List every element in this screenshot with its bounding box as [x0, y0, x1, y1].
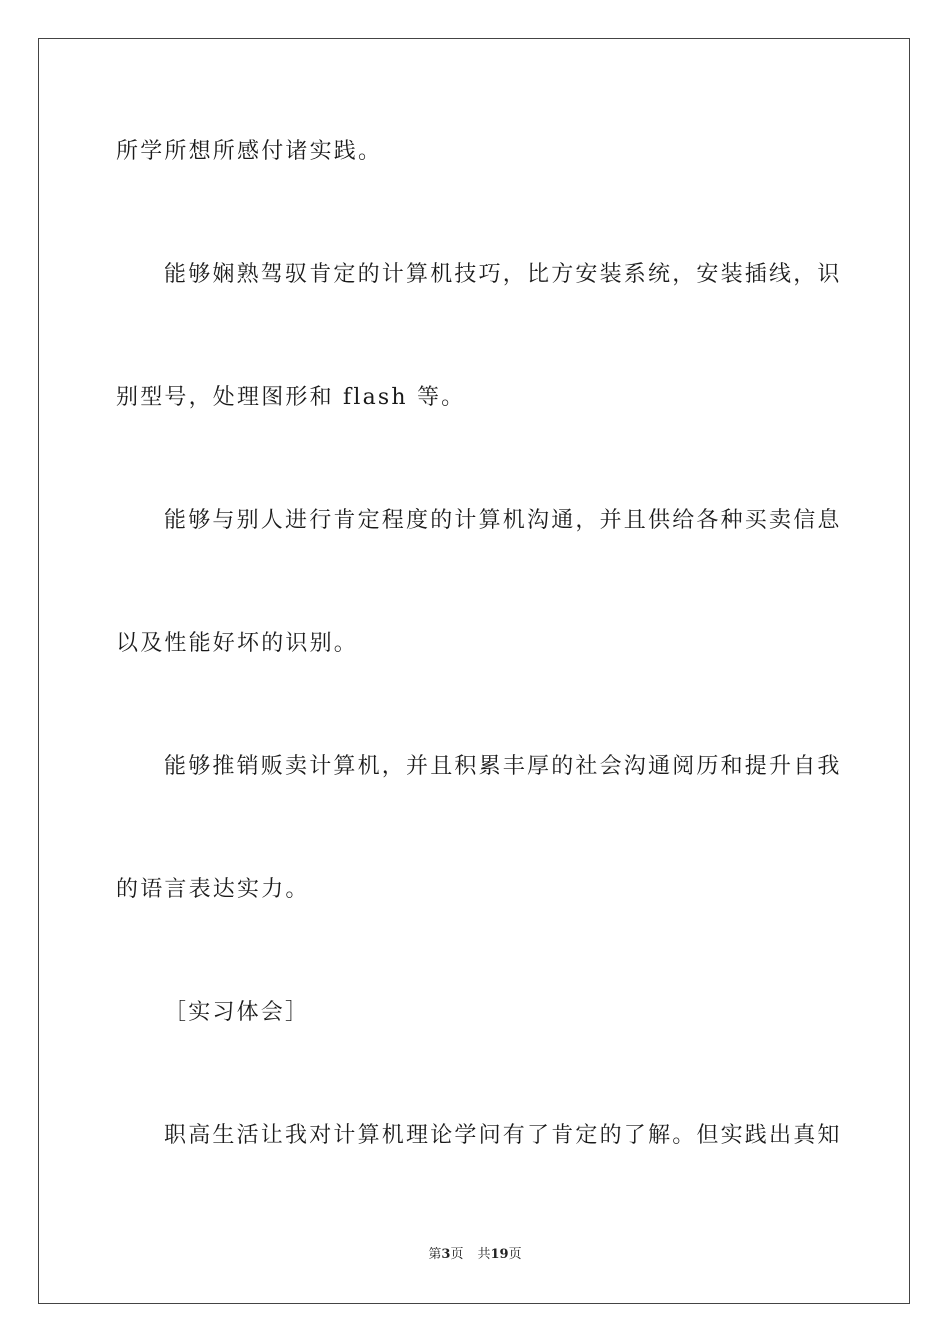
footer-page-prefix: 第	[428, 1247, 442, 1262]
section-heading: ［实习体会］	[164, 1000, 310, 1025]
footer-page-current: 3	[441, 1247, 451, 1262]
footer-total-prefix: 共	[477, 1247, 491, 1262]
footer-page-total: 19	[490, 1247, 509, 1262]
paragraph-line-6: 能够推销贩卖计算机，并且积累丰厚的社会沟通阅历和提升自我	[164, 754, 842, 779]
paragraph-line-2: 能够娴熟驾驭肯定的计算机技巧，比方安装系统，安装插线，识	[164, 262, 842, 287]
footer-page-suffix: 页	[450, 1247, 464, 1262]
body-line-1: 所学所想所感付诸实践。	[116, 139, 383, 164]
body-line-3: 别型号，处理图形和 flash 等。	[116, 385, 466, 410]
page-footer	[0, 1246, 950, 1264]
paragraph-line-9: 职高生活让我对计算机理论学问有了肯定的了解。但实践出真知	[164, 1123, 842, 1148]
footer-total-suffix: 页	[508, 1247, 522, 1262]
paragraph-line-4: 能够与别人进行肯定程度的计算机沟通，并且供给各种买卖信息	[164, 508, 842, 533]
body-line-5: 以及性能好坏的识别。	[116, 631, 359, 656]
page-border	[38, 38, 910, 1304]
body-line-7: 的语言表达实力。	[116, 877, 310, 902]
